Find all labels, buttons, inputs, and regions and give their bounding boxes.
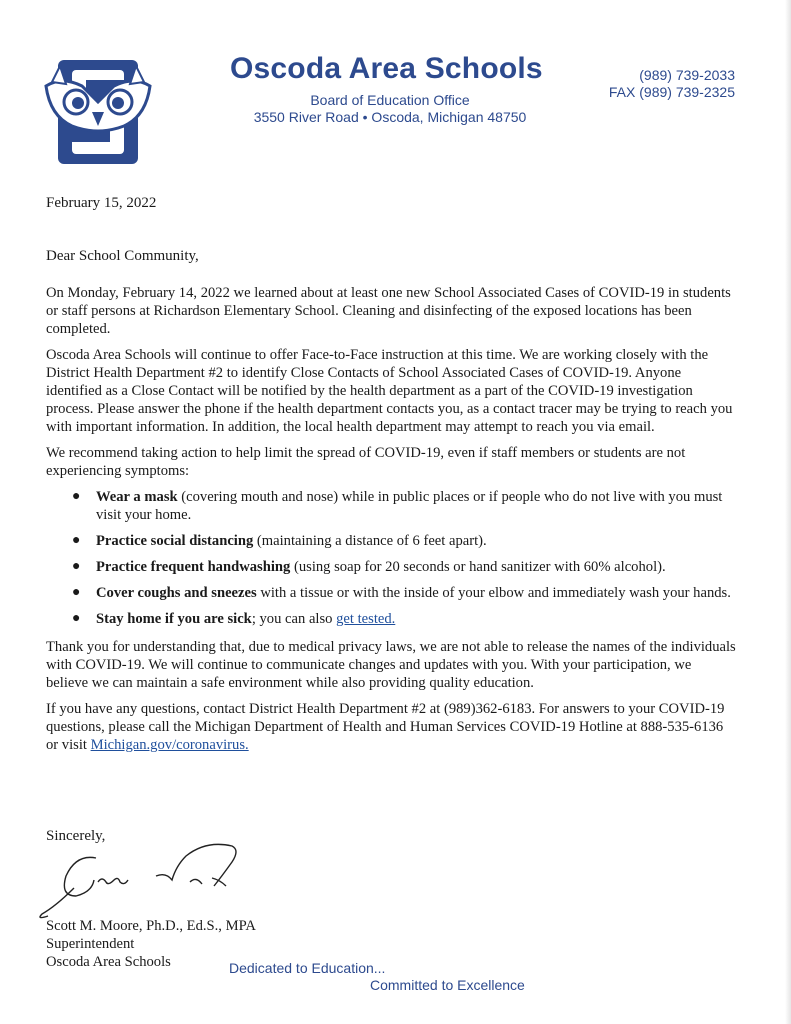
closing: Sincerely, (46, 828, 106, 844)
handwritten-signature-icon (36, 836, 246, 926)
list-item (46, 584, 736, 602)
org-fax: FAX (989) 739-2325 (608, 84, 735, 100)
signer-title: Superintendent (46, 936, 135, 952)
bullet-icon: ● (72, 611, 81, 626)
coronavirus-link[interactable]: Michigan.gov/coronavirus. (90, 737, 249, 753)
signer-block (46, 917, 256, 971)
list-item-text: (using soap for 20 seconds or hand sanitizer with 60% alcohol). (290, 559, 666, 575)
list-item-text: (covering mouth and nose) while in public places or if people who do not live with you must visit your home. (96, 489, 723, 523)
bullet-icon: ● (72, 585, 81, 600)
motto-line-1: Dedicated to Education... (229, 960, 386, 976)
signer-org: Oscoda Area Schools (46, 954, 171, 970)
paragraph-2: Oscoda Area Schools will continue to offer Face-to-Face instruction at this time. We are working closely with the District Health Department #2 to identify Close Contacts of School Associated Cases of COVID-19. Anyone identified as a Close Contact will be notified by the health department as a part of the COVID-19 investigation process. Please answer the phone if the health department contacts you, as a contact tracer may be trying to reach you with important information. In addition, the local health department may attempt to reach you via email. (46, 347, 733, 435)
page-edge (785, 0, 791, 1024)
list-item-bold: Practice social distancing (96, 533, 254, 549)
list-item-bold: Practice frequent handwashing (96, 559, 291, 575)
list-item (46, 558, 736, 576)
list-item-text: with a tissue or with the inside of your elbow and immediately wash your hands. (256, 585, 731, 601)
bullet-icon: ● (72, 489, 81, 504)
owl-logo-icon (42, 56, 154, 168)
letter-body (46, 284, 736, 762)
list-item (46, 488, 736, 524)
list-item (46, 610, 736, 628)
paragraph-4: Thank you for understanding that, due to medical privacy laws, we are not able to release the names of the individuals with COVID-19. We will continue to communicate changes and updates with you. With your participation, we believe we can maintain a safe environment while also providing quality education. (46, 639, 736, 691)
paragraph-3: We recommend taking action to help limit the spread of COVID-19, even if staff members or students are not experiencing symptoms: (46, 445, 686, 479)
signer-name: Scott M. Moore, Ph.D., Ed.S., MPA (46, 918, 256, 934)
bullet-icon: ● (72, 533, 81, 548)
recommendations-list (46, 488, 736, 628)
paragraph-5 (46, 700, 736, 754)
list-item-text: (maintaining a distance of 6 feet apart). (253, 533, 487, 549)
org-office: Board of Education Office (310, 92, 470, 108)
bullet-icon: ● (72, 559, 81, 574)
list-item-bold: Wear a mask (96, 489, 178, 505)
salutation: Dear School Community, (46, 248, 199, 264)
org-name: Oscoda Area Schools (230, 52, 543, 85)
org-phone: (989) 739-2033 (639, 67, 735, 83)
org-address: 3550 River Road • Oscoda, Michigan 48750 (253, 109, 527, 125)
motto-line-2: Committed to Excellence (370, 977, 525, 993)
list-item-bold: Cover coughs and sneezes (96, 585, 257, 601)
org-contact (609, 67, 735, 101)
paragraph-5-text: If you have any questions, contact District Health Department #2 at (989)362-6183. For answers to your COVID-19 questions, please call the Michigan Department of Health and Human Services COVID-19 Hotline at 888-535-6136 or visit (46, 701, 725, 753)
list-item (46, 532, 736, 550)
get-tested-link[interactable]: get tested. (336, 611, 396, 627)
list-item-bold: Stay home if you are sick (96, 611, 252, 627)
letter-date: February 15, 2022 (46, 195, 157, 211)
list-item-text: ; you can also (251, 611, 337, 627)
paragraph-1: On Monday, February 14, 2022 we learned about at least one new School Associated Cases of COVID-19 in students or staff persons at Richardson Elementary School. Cleaning and disinfecting of the exposed locations has been completed. (46, 285, 731, 337)
